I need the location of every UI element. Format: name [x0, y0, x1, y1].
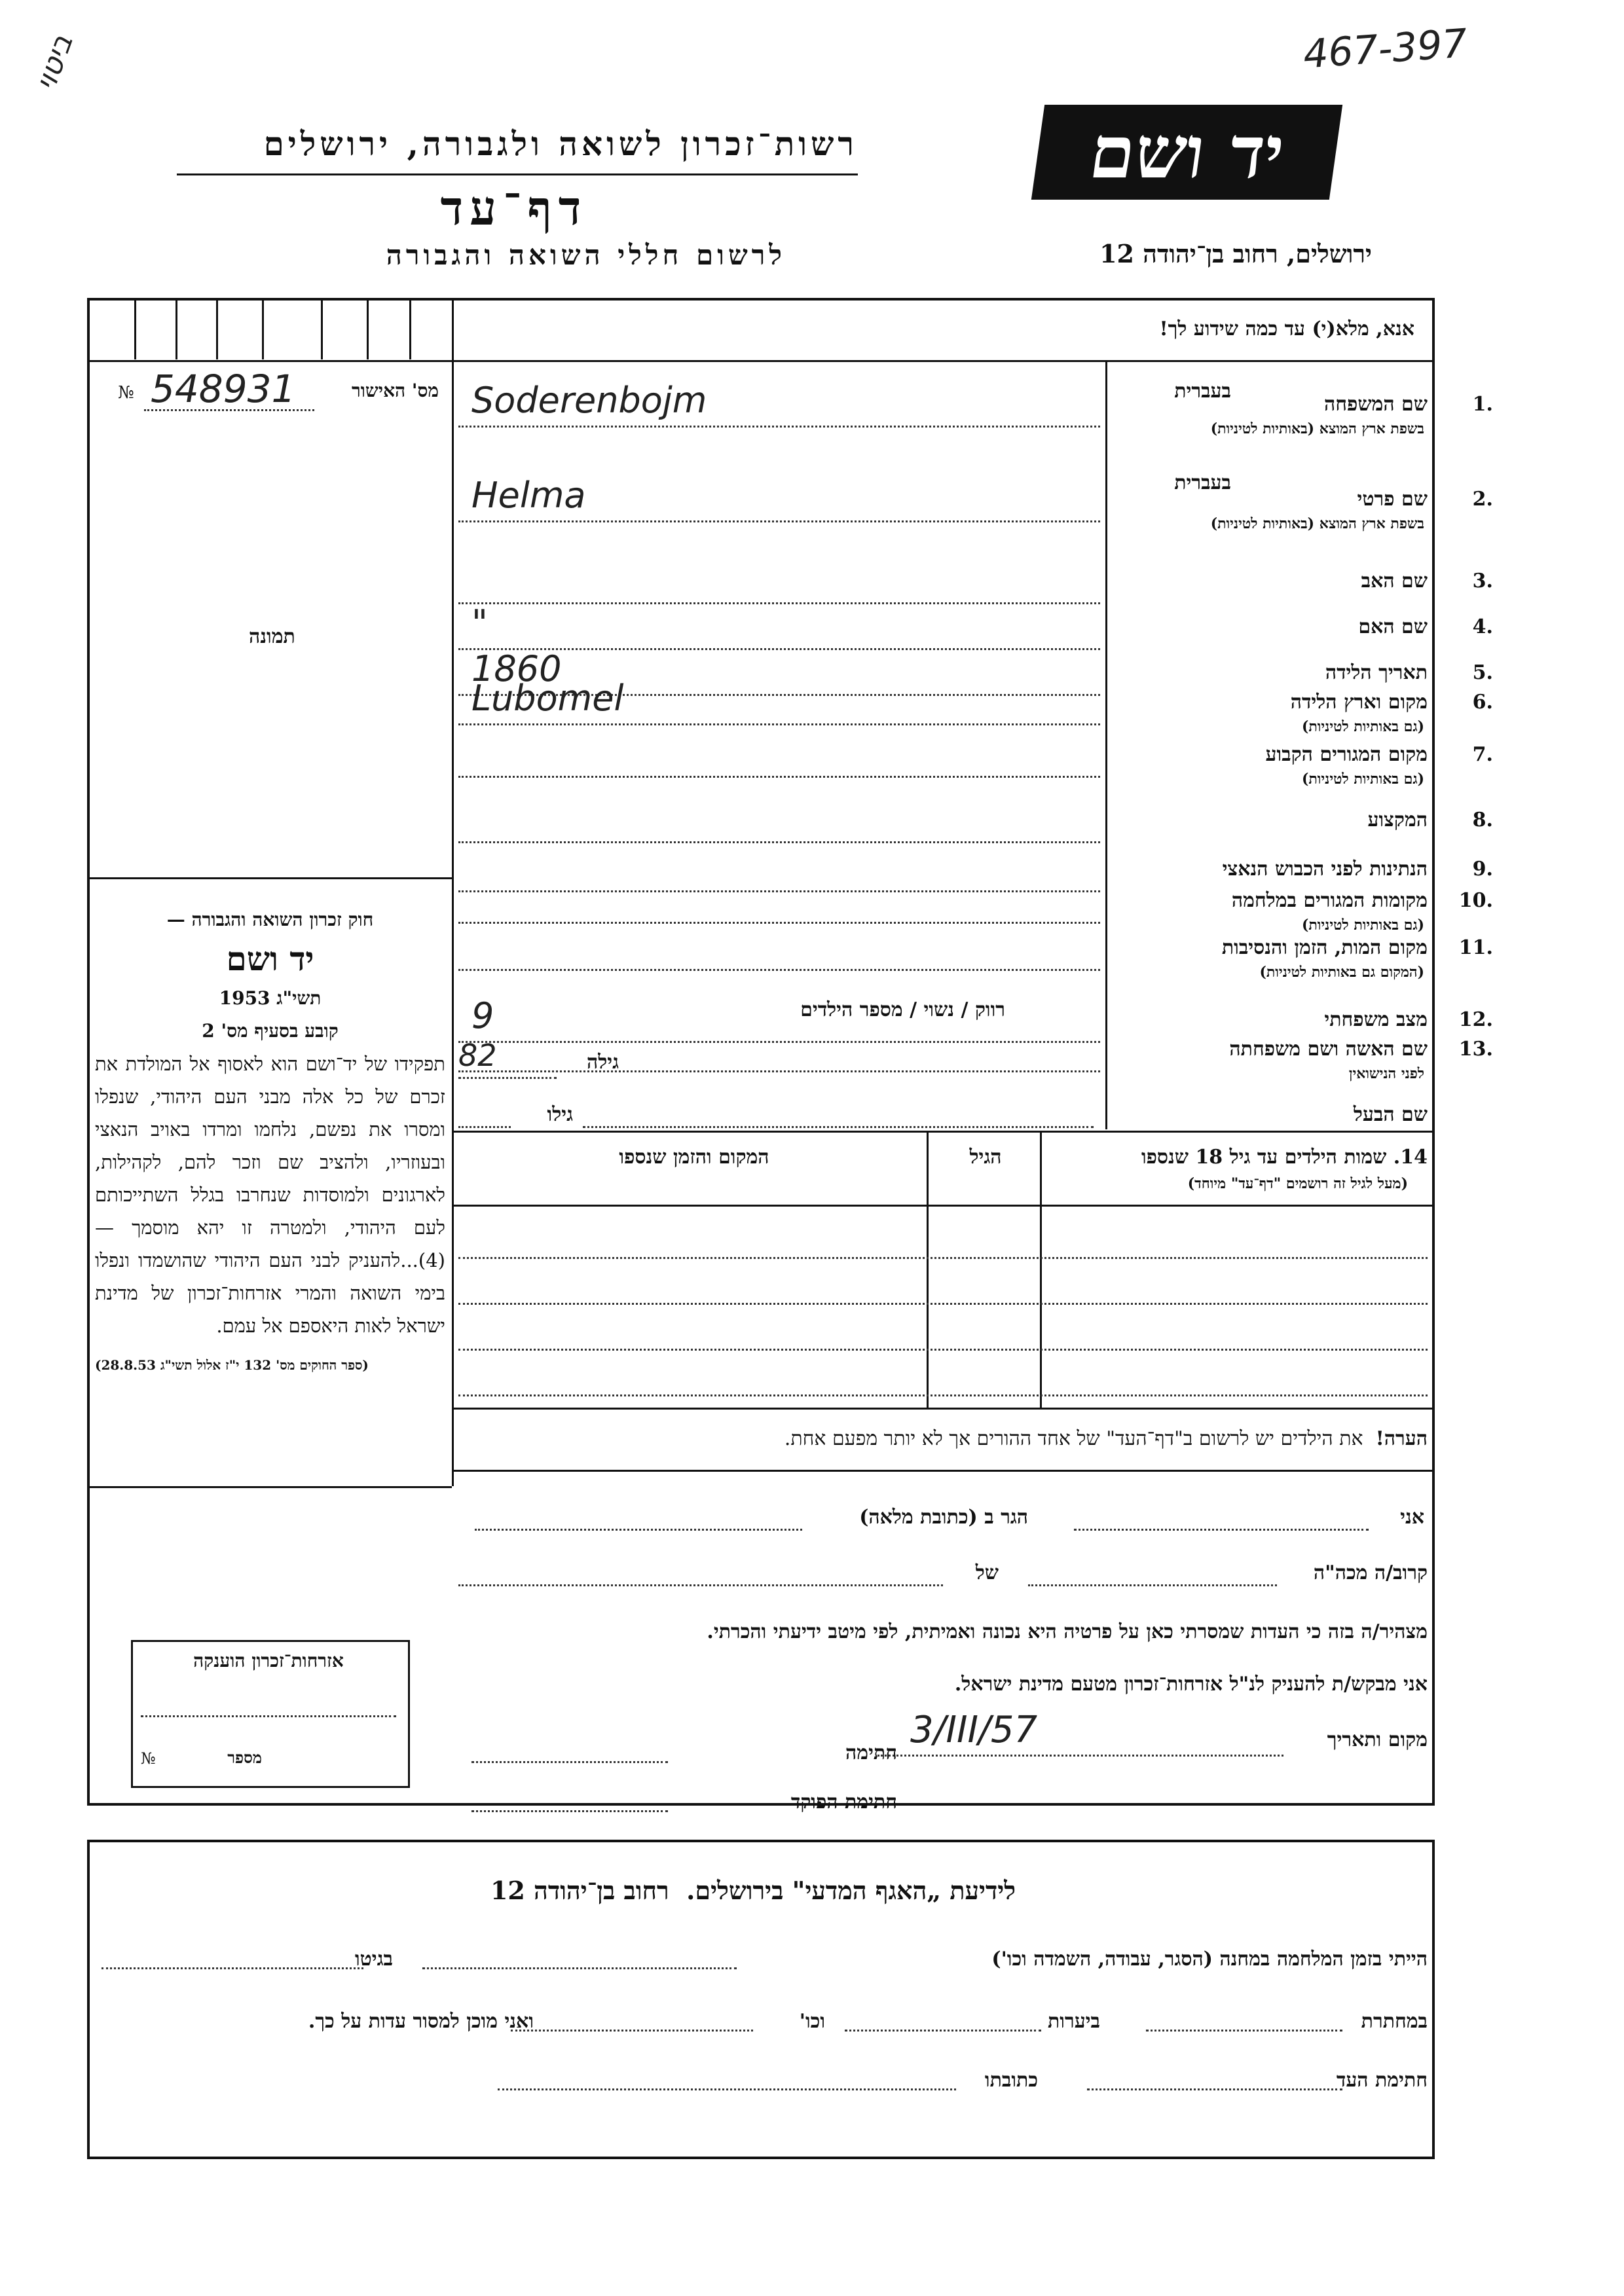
hebrew-tag-2: בעברית — [1174, 471, 1231, 494]
field-value: 1860 — [471, 648, 562, 689]
citizenship-box-title: אזרחות־זכרון הוענקה — [193, 1650, 344, 1671]
children-title: 14. שמות הילדים עד גיל 18 שנספו — [1141, 1146, 1428, 1169]
field-number: 9. — [1472, 858, 1493, 881]
field-label: שם האשה ושם משפחתה — [1229, 1038, 1428, 1061]
field-label: שם האם — [1358, 615, 1428, 638]
wife-age-label: גילה — [586, 1051, 619, 1074]
place-date-value: 3/III/57 — [910, 1709, 1038, 1751]
law-text: חוק זכרון השואה והגבורה — יד ושם תשי"ג 1953 קובע בסעיף מס' 2 תפקידו של יד־ושם הוא לאסוף אל המולדת את זכרם של כל אלה מבני העם היהודי, שנפלו ומסרו את נפשם, נלחמו ומרדו באויב הנאצי ובעוזריו, ולהציב שם וזכר להם, לקהילות, לארגונים ולמוסדות שנחרבו בגלל השתייכותם לעם היהודי, ולמטרה זו יהא מוסמך — (4)...להעניק לבני העם היהודי שהושמדו ונפלו בימי השואה והמרי אזרחות־זכרון של מדינת ישראל לאות היאספם אל עמם. (ספר החוקים מס' 132 י"ז אלול תשי"ג 28.8.53) — [95, 909, 445, 1373]
footer-title: לידיעת „האגף המדעי" בירושלים. רחוב בן־יהודה 12 — [490, 1876, 1016, 1905]
field-label: תאריך הלידה — [1325, 661, 1428, 684]
field-sublabel: בשפת ארץ המוצא (באותיות לטיניות) — [1210, 420, 1424, 437]
field-label: מצב משפחתי — [1324, 1008, 1428, 1031]
footer-ghetto-label: בגיטו — [354, 1948, 393, 1971]
children-place-header: המקום והזמן שנספו — [619, 1146, 769, 1169]
field-label: שם האב — [1361, 570, 1428, 592]
official-signature-label: חתימת הפוקד — [790, 1791, 897, 1813]
registration-no-symbol: № — [118, 383, 134, 403]
footer-camp-label: הייתי בזמן המלחמה במחנה (הסגר, עבודה, השמדה וכו') — [991, 1948, 1428, 1971]
field-label: מקום המות, הזמן והנסיבות — [1221, 936, 1428, 959]
of-label: של — [975, 1561, 999, 1584]
address-line: ירושלים, רחוב בן־יהודה 12 — [1099, 239, 1372, 268]
field-number: 13. — [1458, 1038, 1493, 1061]
footer-testify-label: ואני מוכן למסור עדות על כך. — [308, 2010, 534, 2033]
fill-instruction: אנא, מלא(י) עד כמה שידוע לך! — [1159, 318, 1414, 340]
registration-number: 548931 — [151, 367, 296, 411]
footer-etc-label: וכו' — [799, 2010, 825, 2033]
left-column-divider — [452, 298, 454, 1486]
field-label: שם פרטי — [1357, 488, 1428, 511]
husband-name-label: שם הבעל — [1353, 1103, 1428, 1126]
instruction-divider — [452, 360, 1432, 362]
field-sublabel: בשפת ארץ המוצא (באותיות לטיניות) — [1210, 515, 1424, 532]
field-label: שם המשפחה — [1323, 393, 1428, 416]
field-sublabel: (גם באותיות לטיניות) — [1301, 917, 1424, 934]
corner-stamp: ביטוי — [29, 30, 80, 95]
field-label: מקום המגורים הקבוע — [1265, 743, 1428, 766]
field-number: 10. — [1458, 889, 1493, 912]
field-number: 8. — [1472, 809, 1493, 831]
form-subtitle: לרשום חללי השואה והגבורה — [386, 239, 786, 271]
citizenship-no-symbol: № — [141, 1749, 156, 1768]
field-label: הנתינות לפני הכבוש הנאצי — [1222, 858, 1428, 881]
note-line: הערה! את הילדים יש לרשום ב"דף־העד" של אחד ההורים אך לא יותר מפעם אחת. — [784, 1427, 1428, 1450]
field-value: Helma — [471, 475, 586, 516]
children-age-header: הגיל — [969, 1146, 1002, 1169]
signature-label: חתימה — [845, 1741, 897, 1764]
field-value: " — [471, 602, 488, 644]
top-strip-divider — [87, 360, 452, 362]
field-number: 5. — [1472, 661, 1493, 684]
field-number: 3. — [1472, 570, 1493, 592]
field-sublabel: לפני הנישואין — [1348, 1065, 1424, 1082]
footer-underground-label: במחתרת — [1361, 2010, 1428, 2033]
field-label: מקום וארץ הלידה — [1290, 691, 1428, 714]
organization-line: רשות־זכרון לשואה ולגבורה, ירושלים — [263, 124, 858, 163]
field-sublabel: (גם באותיות לטיניות) — [1301, 771, 1424, 788]
field-value: 9 — [471, 995, 494, 1036]
place-date-label: מקום ותאריך — [1327, 1728, 1428, 1751]
field-number: 11. — [1458, 936, 1493, 959]
address-label: הגר ב (כתובת מלאה) — [859, 1506, 1028, 1529]
field-label: מקומות המגורים במלחמה — [1231, 889, 1428, 912]
footer-address-label: כתובתו — [984, 2069, 1038, 2092]
field-number: 12. — [1458, 1008, 1493, 1031]
org-underline — [177, 173, 858, 175]
field-label: המקצוע — [1367, 809, 1428, 831]
wife-age-value: 82 — [458, 1038, 497, 1073]
relation-label: קרוב/ה מכה"ה — [1313, 1561, 1428, 1584]
field-value: Soderenbojm — [471, 380, 707, 421]
children-subtitle: (מעל לגיל זה רושמים "דף־עד" מיוחד) — [1187, 1175, 1408, 1192]
declaration-text: מצהיר/ה בזה כי העדות שמסרתי כאן על פרטיה היא נכונה ואמיתית, לפי מיטב ידיעתי והכרתי. — [707, 1620, 1428, 1643]
footer-forests-label: ביערות — [1047, 2010, 1100, 2033]
reference-number: 467-397 — [1301, 20, 1469, 78]
field-sublabel: (המקום גם באותיות לטיניות) — [1259, 964, 1424, 981]
request-text: אני מבקש/ת להעניק לנ"ל אזרחות־זכרון מטעם מדינת ישראל. — [954, 1673, 1428, 1696]
field-number: 2. — [1472, 488, 1493, 511]
registration-label: מס' האישור — [351, 380, 439, 401]
photo-label: תמונה — [249, 625, 295, 648]
field-number: 6. — [1472, 691, 1493, 714]
hebrew-tag-1: בעברית — [1174, 380, 1231, 403]
citizenship-number-label: מספר — [227, 1748, 262, 1767]
field-value: Lubomel — [471, 678, 624, 719]
footer-witness-signature-label: חתימת העד — [1336, 2069, 1428, 2092]
marital-options: רווק / נשוי / מספר הילדים — [800, 998, 1005, 1021]
husband-age-label: גילו — [547, 1103, 573, 1126]
label-column-divider — [1105, 360, 1107, 1129]
form-title: דף־עד — [440, 180, 588, 236]
field-number: 1. — [1472, 393, 1493, 416]
yad-vashem-logo: יד ושם — [1031, 105, 1342, 200]
field-number: 7. — [1472, 743, 1493, 766]
declarant-label: אני — [1400, 1506, 1424, 1529]
field-number: 4. — [1472, 615, 1493, 638]
field-sublabel: (גם באותיות לטיניות) — [1301, 718, 1424, 735]
